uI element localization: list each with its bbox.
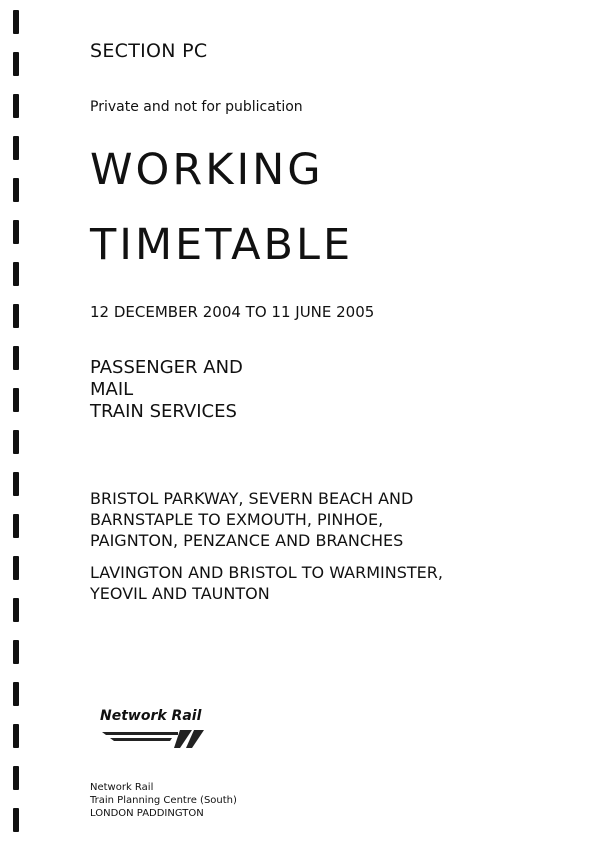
binding-hole [13,766,19,790]
binding-hole [13,220,19,244]
binding-hole [13,136,19,160]
binding-hole [13,10,19,34]
binding-hole [13,94,19,118]
binding-hole [13,514,19,538]
binding-hole [13,724,19,748]
date-range: 12 DECEMBER 2004 TO 11 JUNE 2005 [90,303,375,321]
title-working: WORKING [90,145,324,195]
binding-hole [13,682,19,706]
publisher-department: Train Planning Centre (South) [90,795,237,806]
route-line: PAIGNTON, PENZANCE AND BRANCHES [90,531,404,550]
binding-hole [13,640,19,664]
binding-hole [13,178,19,202]
binding-hole [13,598,19,622]
publication-notice: Private and not for publication [90,99,303,115]
binding-hole [13,388,19,412]
binding-hole [13,430,19,454]
services-line: TRAIN SERVICES [90,401,237,422]
binding-hole [13,346,19,370]
spiral-binding [0,0,30,849]
section-label: SECTION PC [90,40,208,62]
binding-hole [13,304,19,328]
binding-hole [13,52,19,76]
route-line: BARNSTAPLE TO EXMOUTH, PINHOE, [90,510,384,529]
binding-hole [13,262,19,286]
publisher-name: Network Rail [90,782,154,793]
route-line: LAVINGTON AND BRISTOL TO WARMINSTER, [90,563,443,582]
binding-hole [13,808,19,832]
binding-hole [13,556,19,580]
publisher-location: LONDON PADDINGTON [90,808,204,819]
title-timetable: TIMETABLE [90,220,354,270]
services-line: PASSENGER AND [90,357,243,378]
binding-hole [13,472,19,496]
route-line: YEOVIL AND TAUNTON [90,584,270,603]
route-line: BRISTOL PARKWAY, SEVERN BEACH AND [90,489,414,508]
network-rail-logo [100,708,220,752]
services-line: MAIL [90,379,134,400]
network-rail-logo-icon [100,728,210,752]
logo-text: Network Rail [100,708,202,724]
